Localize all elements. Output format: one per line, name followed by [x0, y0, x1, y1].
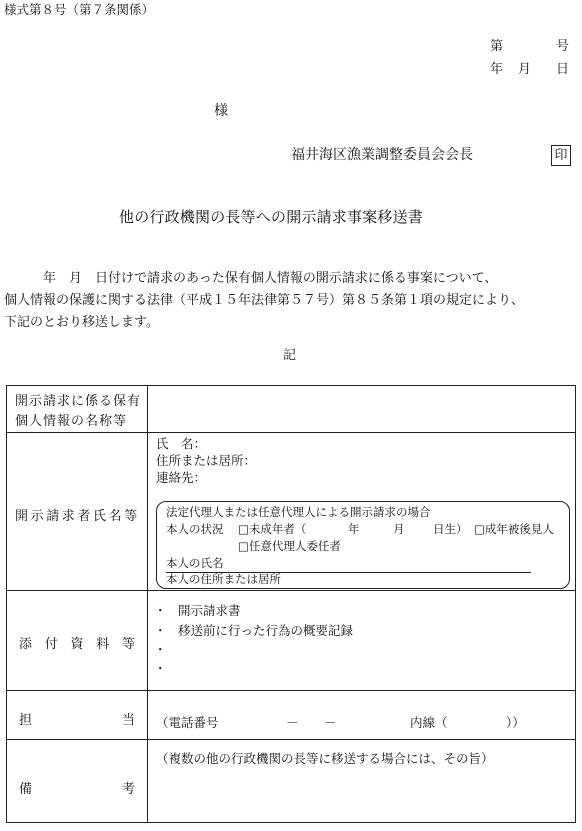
field-info-name[interactable] [148, 386, 576, 433]
label-contact-char-1: 担 [19, 713, 33, 728]
phone-close-paren: ）） [506, 715, 525, 730]
label-attachments-char-3: 資 [70, 637, 84, 652]
principal-address-underline [166, 588, 544, 589]
remarks-note: （複数の他の行政機関の長等に移送する場合には、その旨） [156, 751, 494, 766]
label-requester-text: 開示請求者氏名等 [15, 509, 140, 524]
requester-address-label: 住所または居所： [156, 453, 257, 468]
document-number-label: 第 [490, 39, 504, 54]
transfer-form-table [6, 385, 576, 823]
principal-address-label: 本人の住所または居所 [166, 572, 281, 586]
label-attachments-char-5: 等 [121, 637, 135, 652]
addressee-honorific: 様 [214, 103, 228, 119]
date-month-label: 月 [518, 62, 532, 77]
ki-heading: 記 [283, 348, 297, 363]
label-attachments-char-4: 料 [96, 637, 110, 652]
field-contact-person [148, 691, 576, 740]
row-info-name [7, 386, 576, 433]
extension-label: 内線（ [410, 715, 448, 730]
phone-number-label: （電話番号 [156, 715, 219, 730]
principal-name-label: 本人の氏名 [166, 556, 224, 570]
attachment-item-2: 移送前に行った行為の概要記録 [178, 623, 354, 638]
label-attachments-char-2: 付 [44, 637, 58, 652]
agent-heading: 法定代理人または任意代理人による開示請求の場合 [166, 505, 431, 519]
label-remarks [7, 740, 148, 823]
minor-birth-month: 月 [393, 522, 405, 536]
date-year-label: 年 [490, 62, 504, 77]
field-remarks[interactable] [148, 740, 576, 823]
phone-dash-2: － [324, 715, 337, 730]
label-attachments-text [7, 591, 147, 652]
label-remarks-char-2: 考 [121, 782, 135, 797]
attachment-item-1: 開示請求書 [178, 603, 241, 618]
agent-principal-checkbox[interactable]: □任意代理人委任者 [238, 539, 341, 553]
row-remarks [7, 740, 576, 823]
body-line-1: 年 月 日付けで請求のあった保有個人情報の開示請求に係る事案について、 [4, 271, 498, 286]
adult-ward-checkbox[interactable]: □成年被後見人 [474, 522, 554, 536]
label-attachments-char-1: 添 [19, 637, 33, 652]
label-remarks-text [7, 740, 147, 797]
minor-birth-day: 日生） [433, 522, 468, 536]
field-attachments [148, 591, 576, 691]
principal-status-label: 本人の状況 [166, 522, 224, 536]
minor-birth-year: 年 [348, 522, 360, 536]
label-attachments [7, 591, 148, 691]
date-day-label: 日 [556, 62, 570, 77]
seal-stamp: 印 [551, 145, 571, 166]
row-requester [7, 433, 576, 591]
phone-dash-1: － [286, 715, 299, 730]
field-requester [148, 433, 576, 591]
document-title: 他の行政機関の長等への開示請求事案移送書 [119, 208, 424, 226]
requester-contact-label: 連絡先： [156, 470, 207, 485]
label-contact-char-2: 当 [121, 713, 135, 728]
attachment-bullet-1: ・ [154, 603, 167, 618]
minor-checkbox[interactable]: □未成年者（ [238, 522, 307, 536]
label-contact-person-text [7, 691, 147, 728]
label-info-name-line2: 個人情報の名称等 [15, 414, 128, 429]
requester-name-label: 氏 名： [156, 436, 207, 451]
attachment-bullet-4: ・ [154, 661, 167, 676]
label-info-name-line1: 開示請求に係る保有 [15, 394, 142, 409]
row-contact-person [7, 691, 576, 740]
sender-title: 福井海区漁業調整委員会会長 [291, 147, 473, 163]
row-attachments [7, 591, 576, 691]
body-paragraph [4, 268, 582, 334]
attachment-bullet-2: ・ [154, 623, 167, 638]
label-requester [7, 433, 148, 591]
body-line-3: 下記のとおり移送します。 [4, 315, 159, 330]
attachment-bullet-3: ・ [154, 642, 167, 657]
label-remarks-char-1: 備 [19, 782, 33, 797]
body-line-2: 個人情報の保護に関する法律（平成１５年法律第５７号）第８５条第１項の規定により、 [4, 293, 525, 308]
label-contact-person [7, 691, 148, 740]
document-number-suffix: 号 [556, 39, 570, 54]
form-number: 様式第８号（第７条関係） [4, 2, 155, 17]
label-info-name [7, 386, 148, 433]
